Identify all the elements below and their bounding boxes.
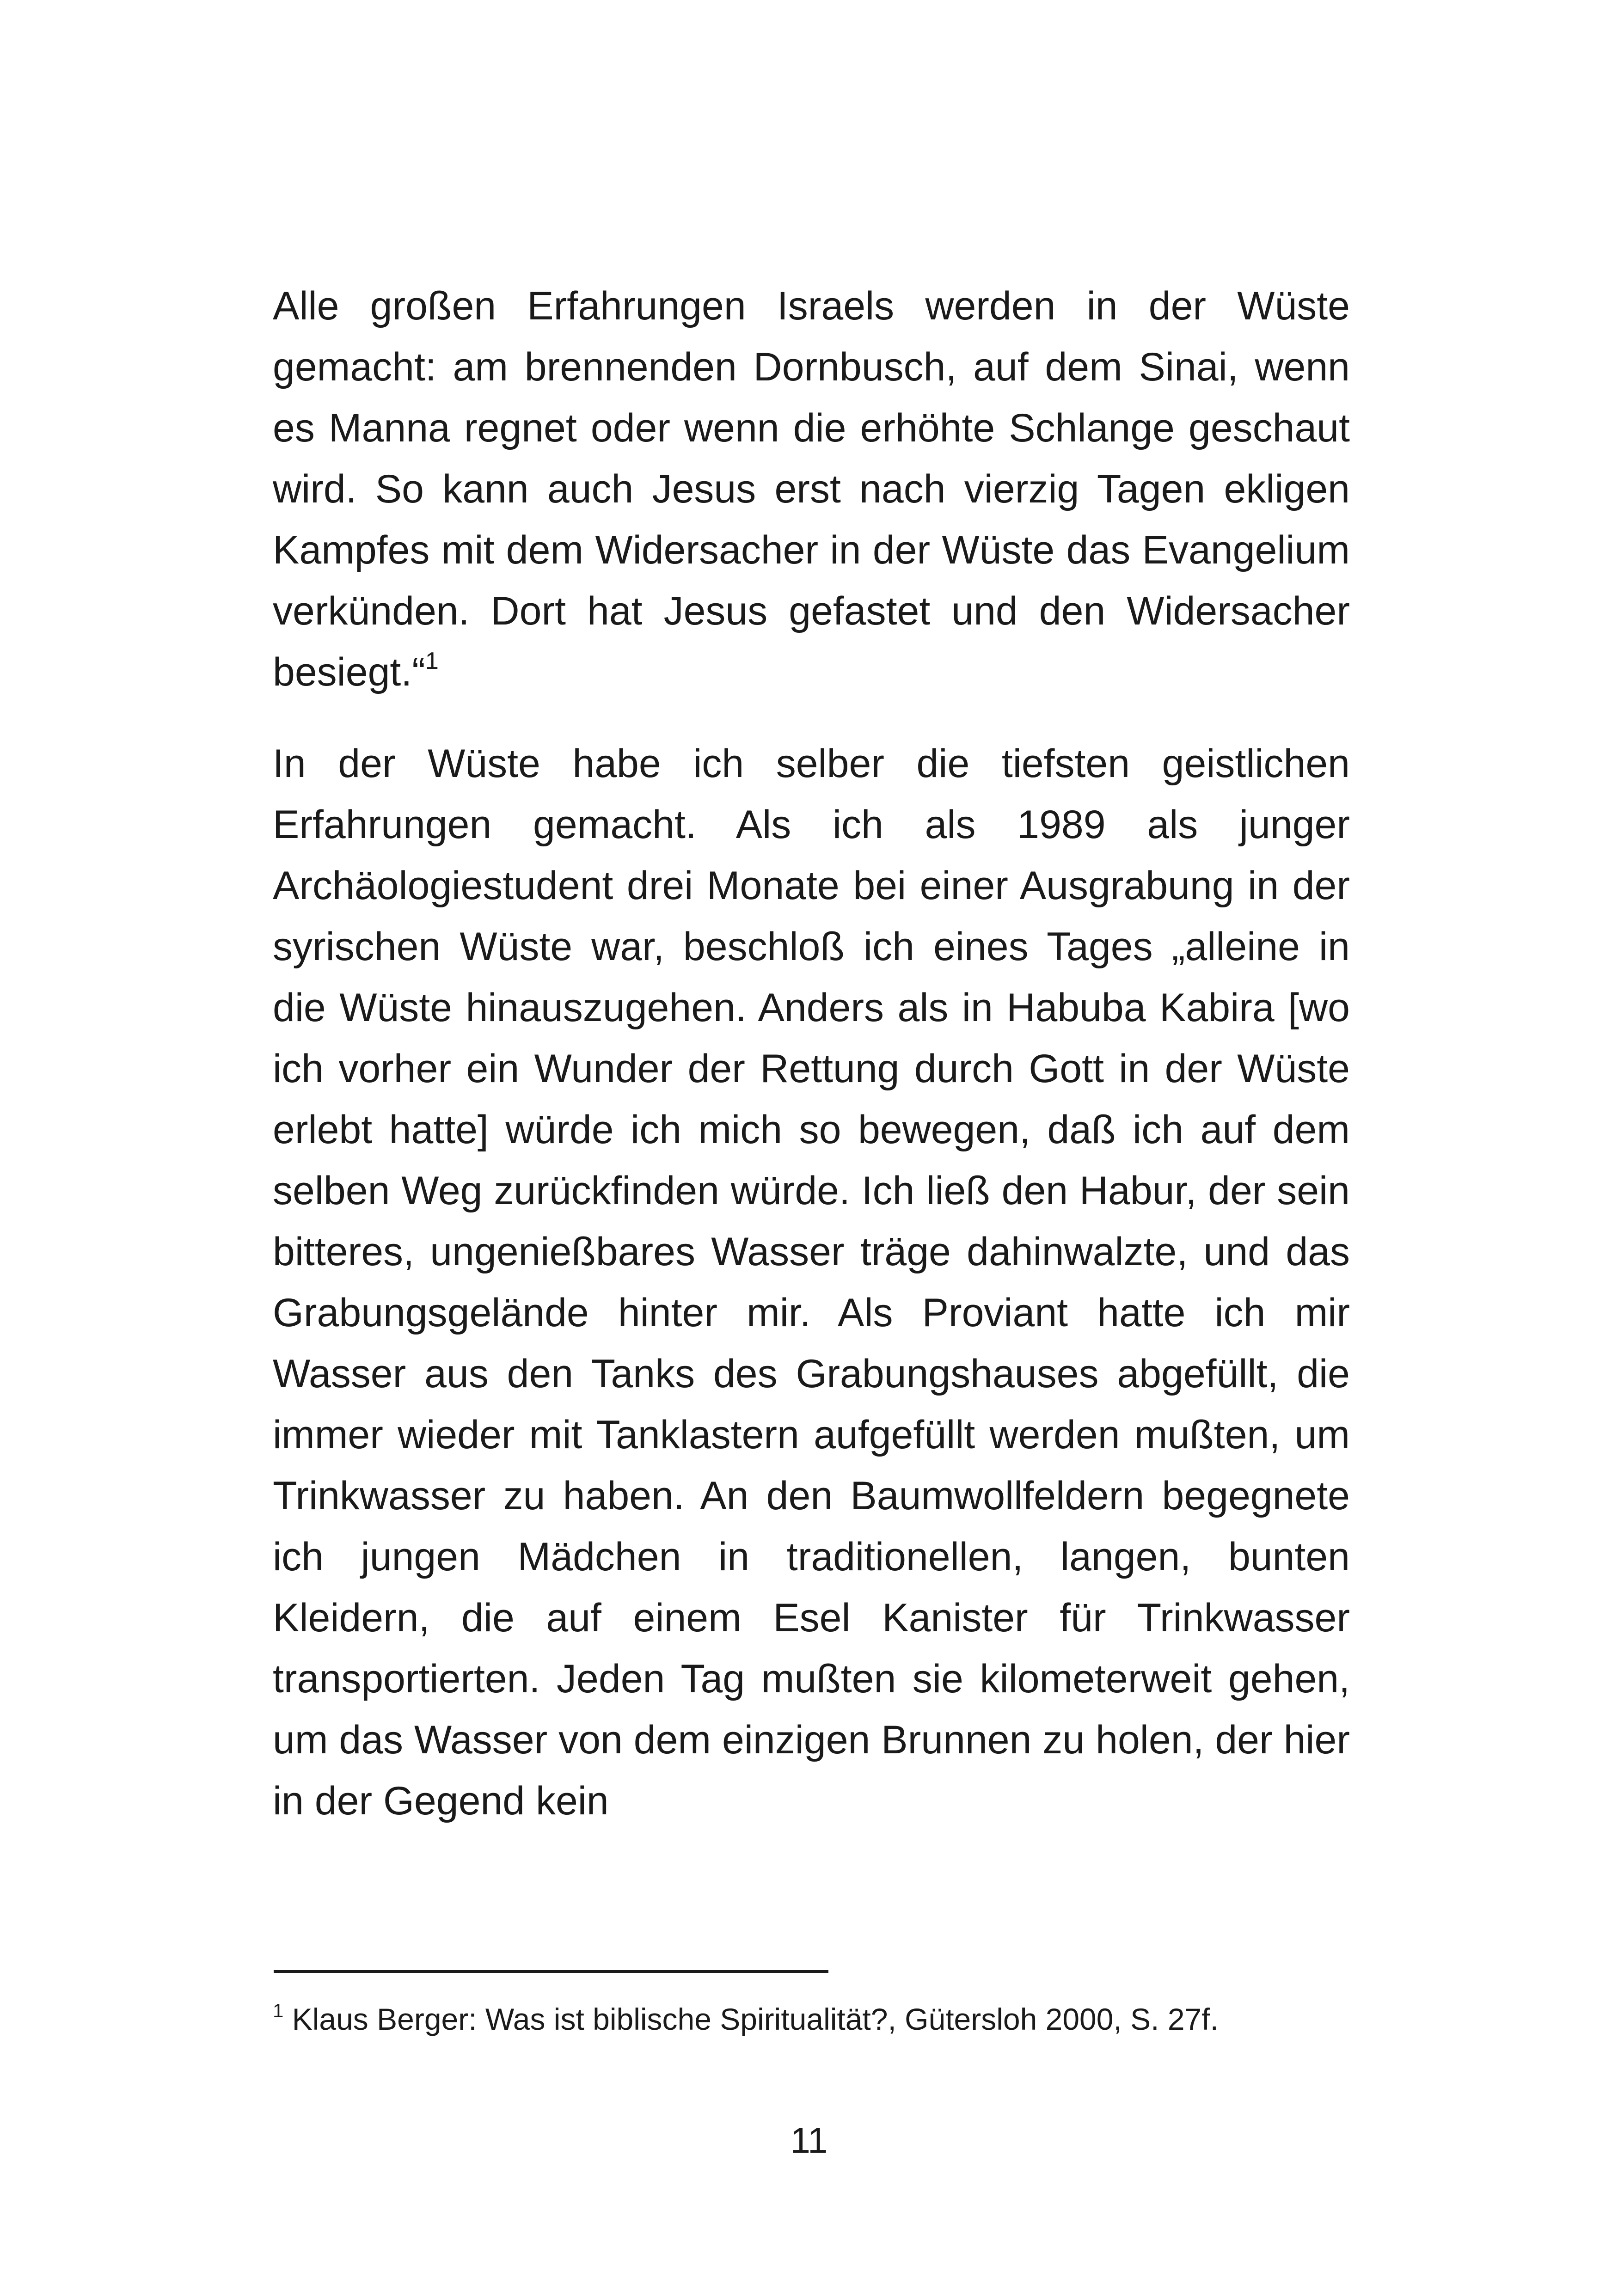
paragraph-2 [273,733,1350,1831]
footnote-separator [274,1970,828,1973]
paragraph-1-text: Alle großen Erfahrungen Israels werden in der Wüste gemacht: am brennenden Dornbusch, auf dem Sinai, wenn es Manna regnet oder wenn die erhöhte Schlange geschaut wird. So kann auch Jesus erst nach vierzig Tagen ekligen Kampfes mit dem Widersacher in der Wüste das Evangelium verkünden. Dort hat Jesus gefastet und den Widersacher besiegt.“ [273,284,1350,694]
footnote [273,1997,1350,2041]
paragraph-1 [273,276,1350,703]
paragraph-2-text: In der Wüste habe ich selber die tiefsten geistlichen Erfahrungen gemacht. Als ich als 1989 als junger Archäologiestudent drei Monate bei einer Ausgrabung in der syrischen Wüste war, beschloß ich eines Tages „alleine in die Wüste hinauszugehen. Anders als in Habuba Kabira [wo ich vorher ein Wunder der Rettung durch Gott in der Wüste erlebt hatte] würde ich mich so bewegen, daß ich auf dem selben Weg zurückfinden würde. Ich ließ den Habur, der sein bitteres, ungenießbares Wasser träge dahinwalzte, und das Grabungsgelände hinter mir. Als Proviant hatte ich mir Wasser aus den Tanks des Grabungshauses abgefüllt, die immer wieder mit Tanklastern aufgefüllt werden mußten, um Trinkwasser zu haben. An den Baumwollfeldern begegnete ich jungen Mädchen in traditionellen, langen, bunten Kleidern, die auf einem Esel Kanister für Trinkwasser transportierten. Jeden Tag mußten sie kilometerweit gehen, um das Wasser von dem einzigen Brunnen zu holen, der hier in der Gegend kein [273,741,1350,1823]
body-text [273,276,1350,1831]
footnote-text: Klaus Berger: Was ist biblische Spiritualität?, Gütersloh 2000, S. 27f. [292,2002,1219,2036]
footnote-number: 1 [273,2000,284,2021]
footnote-reference: 1 [425,648,439,675]
page-number: 11 [790,2120,828,2161]
